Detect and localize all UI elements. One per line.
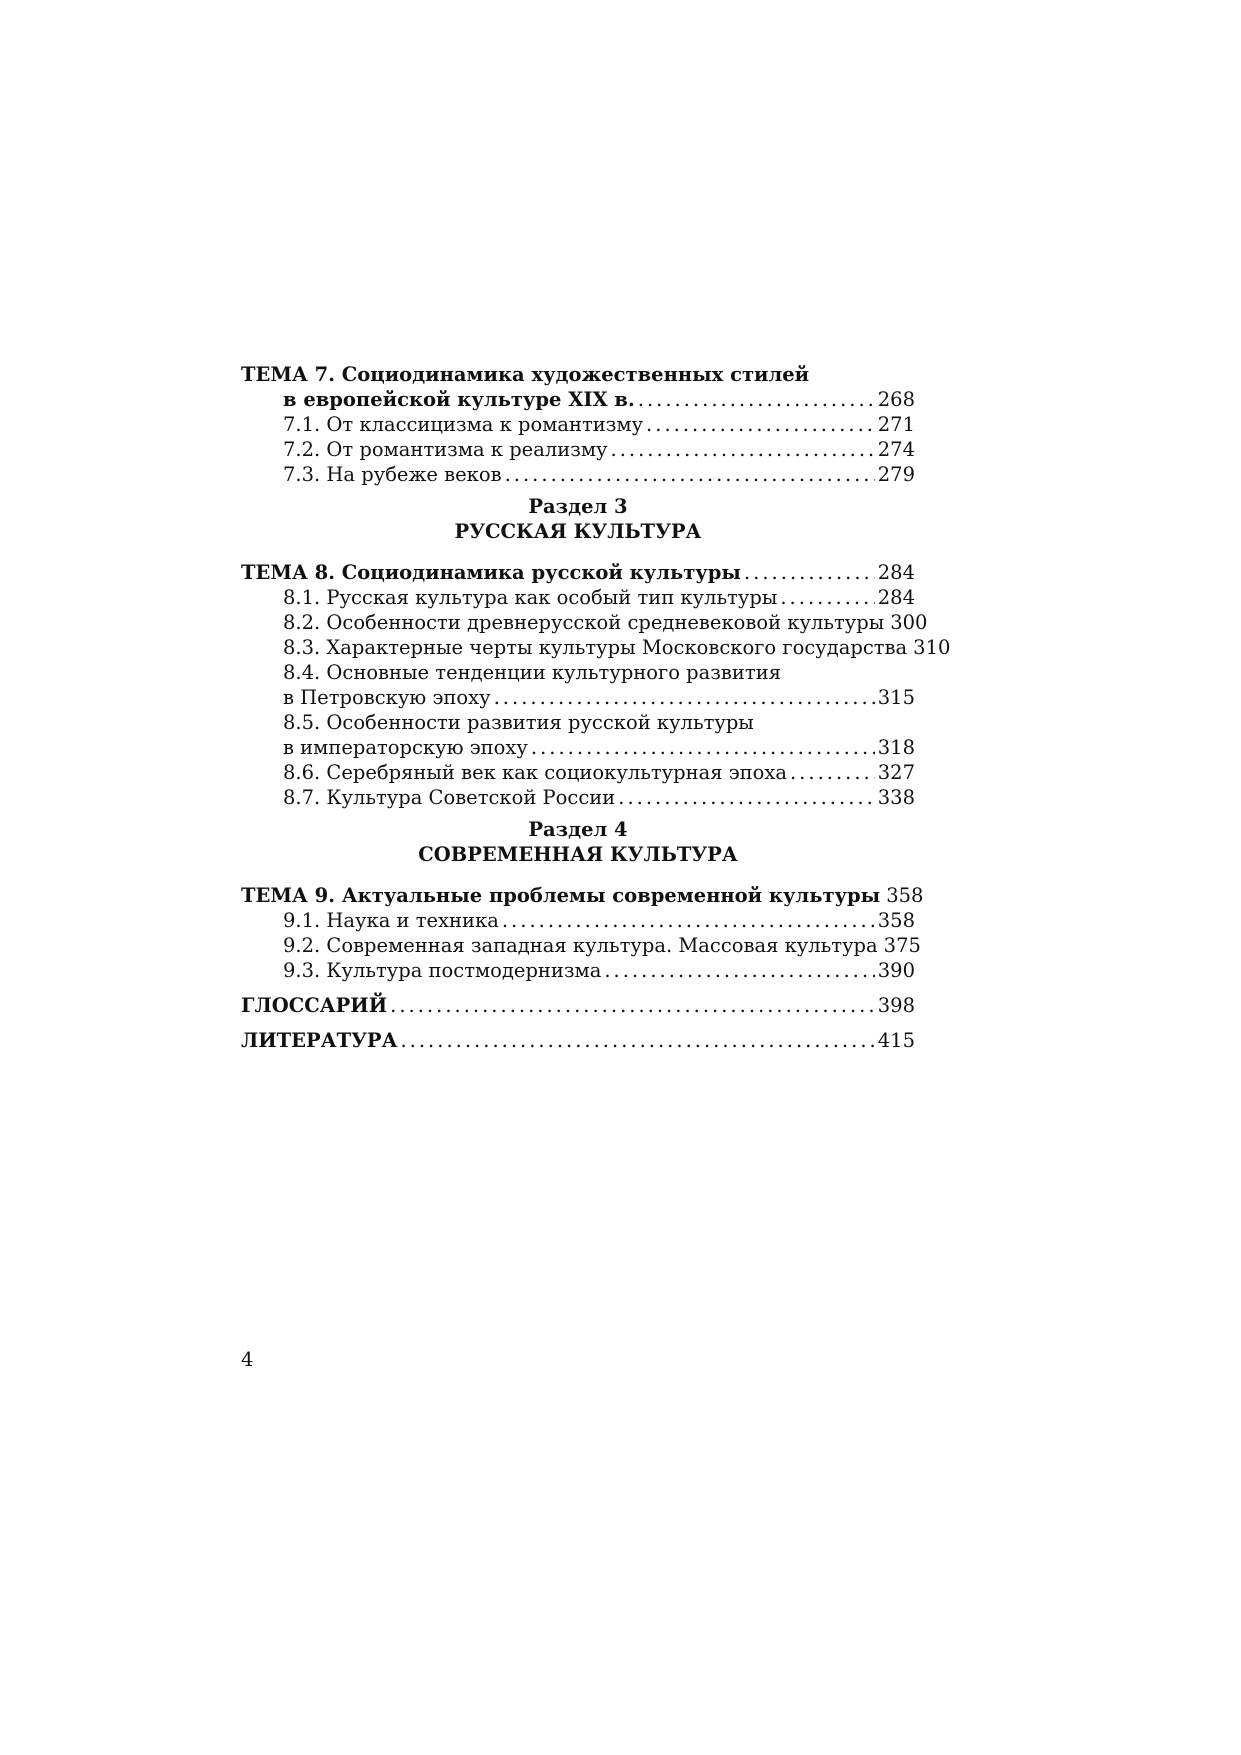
toc-entry-title: в европейской культуре XIX в.: [283, 388, 635, 411]
toc-entry-title: 9.1. Наука и техника: [283, 909, 499, 932]
toc-entry-title: 7.3. На рубеже веков: [283, 463, 502, 486]
toc-item-8-2: [241, 610, 928, 635]
dot-leader: [744, 560, 875, 585]
toc-item-9-1: [241, 908, 915, 933]
toc-page-number: 358: [886, 884, 924, 907]
toc-page-number: 390: [877, 959, 915, 982]
toc-page-number: 327: [877, 761, 915, 784]
toc-entry-title: 8.7. Культура Советской России: [283, 786, 616, 809]
toc-page-number: 318: [877, 736, 915, 759]
toc-theme7-title-line2: [241, 387, 915, 412]
toc-page-number: 310: [913, 636, 951, 659]
toc-page-number: 338: [877, 786, 915, 809]
toc-page-number: 284: [877, 586, 915, 609]
toc-page-number: 358: [877, 909, 915, 932]
toc-entry-title: 9.3. Культура постмодернизма: [283, 959, 602, 982]
table-of-contents: [241, 362, 951, 1053]
page-number: 4: [241, 1348, 254, 1371]
toc-page-number: 315: [877, 686, 915, 709]
dot-leader: [780, 585, 874, 610]
toc-page-number: 284: [877, 561, 915, 584]
toc-entry-title: 8.4. Основные тенденции культурного развития: [283, 661, 781, 684]
toc-page-number: 268: [877, 388, 915, 411]
toc-entry-title: ТЕМА 7. Социодинамика художественных стилей: [241, 363, 810, 386]
toc-entry-title: 8.6. Серебряный век как социокультурная эпоха: [283, 761, 787, 784]
toc-literature: [241, 1028, 915, 1053]
dot-leader: [646, 412, 875, 437]
toc-page-number: 271: [877, 413, 915, 436]
toc-entry-title: ГЛОССАРИЙ: [241, 994, 388, 1017]
toc-item-8-1: [241, 585, 915, 610]
toc-entry-title: 7.2. От романтизма к реализму: [283, 438, 608, 461]
toc-page-number: 415: [877, 1029, 915, 1052]
section4-name: СОВРЕМЕННАЯ КУЛЬТУРА: [418, 843, 738, 866]
toc-page-number: 279: [877, 463, 915, 486]
toc-page-number: 274: [877, 438, 915, 461]
dot-leader: [790, 760, 875, 785]
toc-item-8-3: [241, 635, 951, 660]
toc-theme8-title: [241, 560, 915, 585]
toc-theme7-title-line1: [241, 362, 915, 387]
toc-item-8-6: [241, 760, 915, 785]
toc-item-7-3: [241, 462, 915, 487]
toc-entry-title: 8.1. Русская культура как особый тип культуры: [283, 586, 778, 609]
dot-leader: [604, 958, 874, 983]
section3-name: РУССКАЯ КУЛЬТУРА: [454, 520, 702, 543]
toc-entry-title: в Петровскую эпоху: [283, 686, 491, 709]
toc-entry-title: ТЕМА 8. Социодинамика русской культуры: [241, 561, 741, 584]
toc-entry-title: в императорскую эпоху: [283, 736, 528, 759]
dot-leader: [400, 1028, 874, 1053]
dot-leader: [390, 993, 875, 1018]
toc-entry-title: 8.5. Особенности развития русской культуры: [283, 711, 754, 734]
toc-entry-title: 8.2. Особенности древнерусской средневековой культуры: [283, 611, 885, 634]
dot-leader: [494, 685, 875, 710]
dot-leader: [618, 785, 875, 810]
toc-item-9-3: [241, 958, 915, 983]
toc-item-8-5-line2: [241, 735, 915, 760]
toc-item-9-2: [241, 933, 921, 958]
toc-item-7-1: [241, 412, 915, 437]
dot-leader: [638, 387, 875, 412]
toc-item-8-4-line2: [241, 685, 915, 710]
toc-page-number: 300: [890, 611, 928, 634]
toc-entry-title: 8.3. Характерные черты культуры Московского государства: [283, 636, 908, 659]
toc-entry-title: ТЕМА 9. Актуальные проблемы современной культуры: [241, 884, 881, 907]
toc-item-8-5-line1: [241, 710, 915, 735]
toc-theme9-title: [241, 883, 924, 908]
toc-entry-title: 7.1. От классицизма к романтизму: [283, 413, 644, 436]
toc-item-8-7: [241, 785, 915, 810]
toc-entry-title: ЛИТЕРАТУРА: [241, 1029, 398, 1052]
toc-page-number: 375: [883, 934, 921, 957]
toc-glossary: [241, 993, 915, 1018]
dot-leader: [505, 462, 875, 487]
toc-page-number: 398: [877, 994, 915, 1017]
toc-item-8-4-line1: [241, 660, 915, 685]
dot-leader: [611, 437, 875, 462]
dot-leader: [502, 908, 875, 933]
toc-entry-title: 9.2. Современная западная культура. Массовая культура: [283, 934, 878, 957]
section3-label: Раздел 3: [528, 495, 628, 518]
toc-item-7-2: [241, 437, 915, 462]
section4-label: Раздел 4: [528, 818, 628, 841]
dot-leader: [531, 735, 875, 760]
